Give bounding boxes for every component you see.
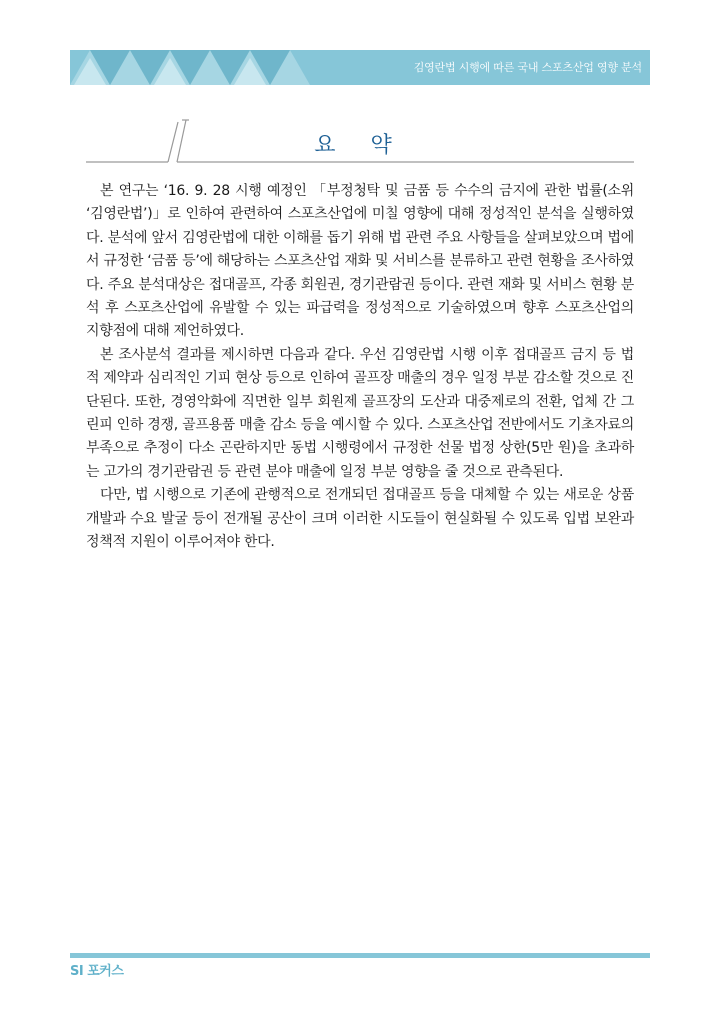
footer-rule bbox=[70, 953, 650, 958]
header-title: 김영란법 시행에 따른 국내 스포츠산업 영향 분석 bbox=[413, 61, 642, 74]
summary-paragraph-2: 본 조사분석 결과를 제시하면 다음과 같다. 우선 김영란법 시행 이후 접대골프 금지 등 법적 제약과 심리적인 기피 현상 등으로 인하여 골프장 매출의 경우 일정 부분 감소할 것으로 진단된다. 또한, 경영악화에 직면한 일부 회원제 골프장의 도산과 대중제로의 전환, 업체 간 그린피 인하 경쟁, 골프용품 매출 감소 등을 예시할 수 있다. 스포츠산업 전반에서도 기초자료의 부족으로 추정이 다소 곤란하지만 동법 시행령에서 규정한 선물 법정 상한(5만 원)을 초과하는 고가의 경기관람권 등 관련 분야 매출에 일정 부분 영향을 줄 것으로 관측된다. bbox=[86, 346, 634, 480]
section-title: 요 약 bbox=[314, 133, 406, 158]
summary-body bbox=[86, 180, 634, 555]
section-title-block bbox=[86, 118, 634, 168]
summary-paragraph-3: 다만, 법 시행으로 기존에 관행적으로 전개되던 접대골프 등을 대체할 수 있는 새로운 상품개발과 수요 발굴 등이 전개될 공산이 크며 이러한 시도들이 현실화될 수 있도록 입법 보완과 정책적 지원이 이루어져야 한다. bbox=[86, 487, 634, 551]
footer-label: SI 포커스 bbox=[70, 964, 124, 979]
summary-paragraph-1: 본 연구는 ‘16. 9. 28 시행 예정인 「부정청탁 및 금품 등 수수의 금지에 관한 법률(소위 ‘김영란법’)」로 인하여 관련하여 스포츠산업에 미칠 영향에 대해 정성적인 분석을 실행하였다. 분석에 앞서 김영란법에 대한 이해를 돕기 위해 법 관련 주요 사항들을 살펴보았으며 법에서 규정한 ‘금품 등’에 해당하는 스포츠산업 재화 및 서비스를 분류하고 관련 현황을 조사하였다. 주요 분석대상은 접대골프, 각종 회원권, 경기관람권 등이다. 관련 재화 및 서비스 현황 분석 후 스포츠산업에 유발할 수 있는 파급력을 정성적으로 기술하였으며 향후 스포츠산업의 지향점에 대해 제언하였다. bbox=[86, 183, 634, 340]
header-band bbox=[70, 50, 650, 85]
